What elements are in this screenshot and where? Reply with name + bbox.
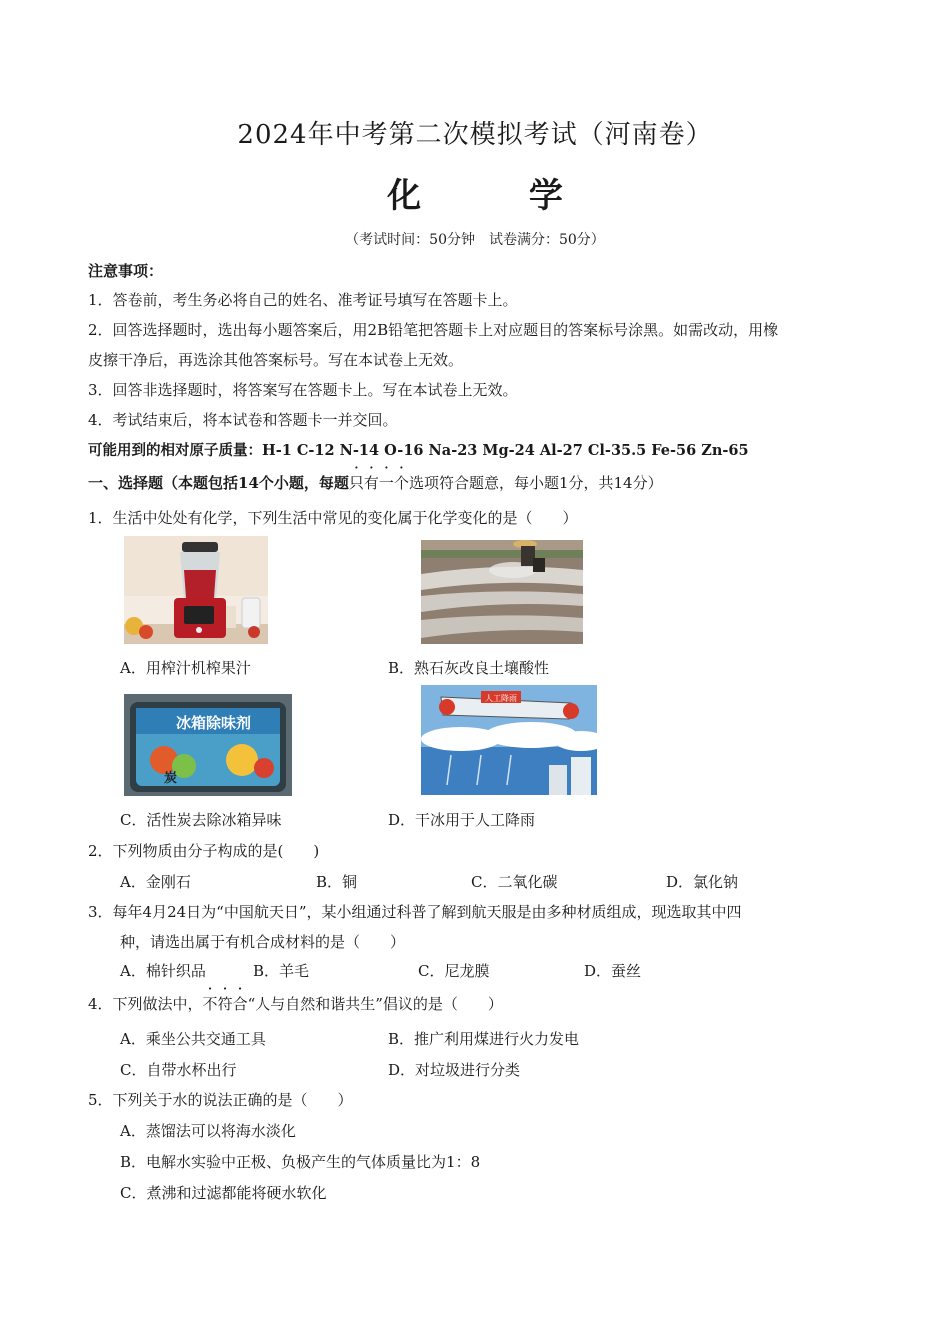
q1-option-c: C．活性炭去除冰箱异味 [120, 811, 282, 829]
note-item: 1．答卷前，考生务必将自己的姓名、准考证号填写在答题卡上。 [88, 291, 518, 309]
section-heading [88, 472, 663, 493]
cloud-seeding-image [421, 685, 597, 795]
question-3-stem-cont: 种，请选出属于有机合成材料的是（ ） [120, 933, 406, 951]
emphasis-char: 个 [393, 474, 409, 492]
q5-option-b: B．电解水实验中正极、负极产生的气体质量比为1：8 [120, 1153, 481, 1171]
section-heading-post: 选项符合题意，每小题1分，共14分） [408, 474, 663, 492]
note-item: 3．回答非选择题时，将答案写在答题卡上。写在本试卷上无效。 [88, 381, 518, 399]
q4-stem-pre: 4．下列做法中， [88, 995, 203, 1013]
q3-option-a: A．棉针织品 [120, 962, 206, 980]
q2-option-c: C．二氧化碳 [471, 873, 558, 891]
q5-option-c: C．煮沸和过滤都能将硬水软化 [120, 1184, 327, 1202]
q4-option-a: A．乘坐公共交通工具 [120, 1030, 266, 1048]
q4-stem-post: “人与自然和谐共生”倡议的是（ ） [247, 995, 503, 1013]
q1-option-d: D．干冰用于人工降雨 [388, 811, 536, 829]
emphasis-char: 符 [217, 995, 233, 1013]
fridge-deodorizer-image [124, 694, 292, 796]
farmer-soil-image [421, 540, 583, 644]
q4-option-c: C．自带水杯出行 [120, 1061, 237, 1079]
note-item: 皮擦干净后，再选涂其他答案标号。写在本试卷上无效。 [88, 351, 464, 369]
emphasis-char: 一 [378, 474, 394, 492]
q2-option-a: A．金刚石 [120, 873, 191, 891]
note-item: 2．回答选择题时，选出每小题答案后，用2B铅笔把答题卡上对应题目的答案标号涂黑。如需改动，用橡 [88, 321, 779, 339]
question-1-stem: 1．生活中处处有化学，下列生活中常见的变化属于化学变化的是（ ） [88, 509, 578, 527]
question-3-stem: 3．每年4月24日为“中国航天日”，某小组通过科普了解到航天服是由多种材质组成，现选取其中四 [88, 903, 742, 921]
q3-option-c: C．尼龙膜 [418, 962, 490, 980]
emphasis-char: 有 [363, 474, 379, 492]
question-5-stem: 5．下列关于水的说法正确的是（ ） [88, 1091, 353, 1109]
juicer-image [124, 536, 268, 644]
emphasis-char: 只 [348, 474, 364, 492]
emphasis-char: 不 [202, 995, 218, 1013]
q1-option-a: A．用榨汁机榨果汁 [120, 659, 251, 677]
q4-option-b: B．推广利用煤进行火力发电 [388, 1030, 580, 1048]
exam-meta: （考试时间：50分钟 试卷满分：50分） [345, 232, 605, 248]
question-4-stem [88, 993, 503, 1014]
atomic-mass-line: 可能用到的相对原子质量：H-1 C-12 N-14 O-16 Na-23 Mg-24 Al-27 Cl-35.5 Fe-56 Zn-65 [88, 442, 749, 459]
q2-option-d: D．氯化钠 [666, 873, 739, 891]
subject-title: 化 学 [387, 176, 611, 216]
q1-option-b: B．熟石灰改良土壤酸性 [388, 659, 550, 677]
cloud-seeding-label: 人工降雨 [485, 694, 517, 703]
q5-option-a: A．蒸馏法可以将海水淡化 [120, 1122, 296, 1140]
q3-option-d: D．蚕丝 [584, 962, 642, 980]
note-item: 4．考试结束后，将本试卷和答题卡一并交回。 [88, 411, 398, 429]
q2-option-b: B．铜 [316, 873, 358, 891]
q4-option-d: D．对垃圾进行分类 [388, 1061, 521, 1079]
section-heading-pre: 一、选择题（本题包括14个小题，每题 [88, 474, 349, 492]
q3-option-b: B．羊毛 [253, 962, 310, 980]
notes-heading: 注意事项： [88, 262, 164, 280]
deodorizer-small-label: 炭 [164, 771, 178, 786]
emphasis-char: 合 [232, 995, 248, 1013]
exam-title: 2024年中考第二次模拟考试（河南卷） [237, 120, 713, 150]
deodorizer-label: 冰箱除味剂 [176, 714, 252, 732]
question-2-stem: 2．下列物质由分子构成的是( ) [88, 842, 320, 860]
